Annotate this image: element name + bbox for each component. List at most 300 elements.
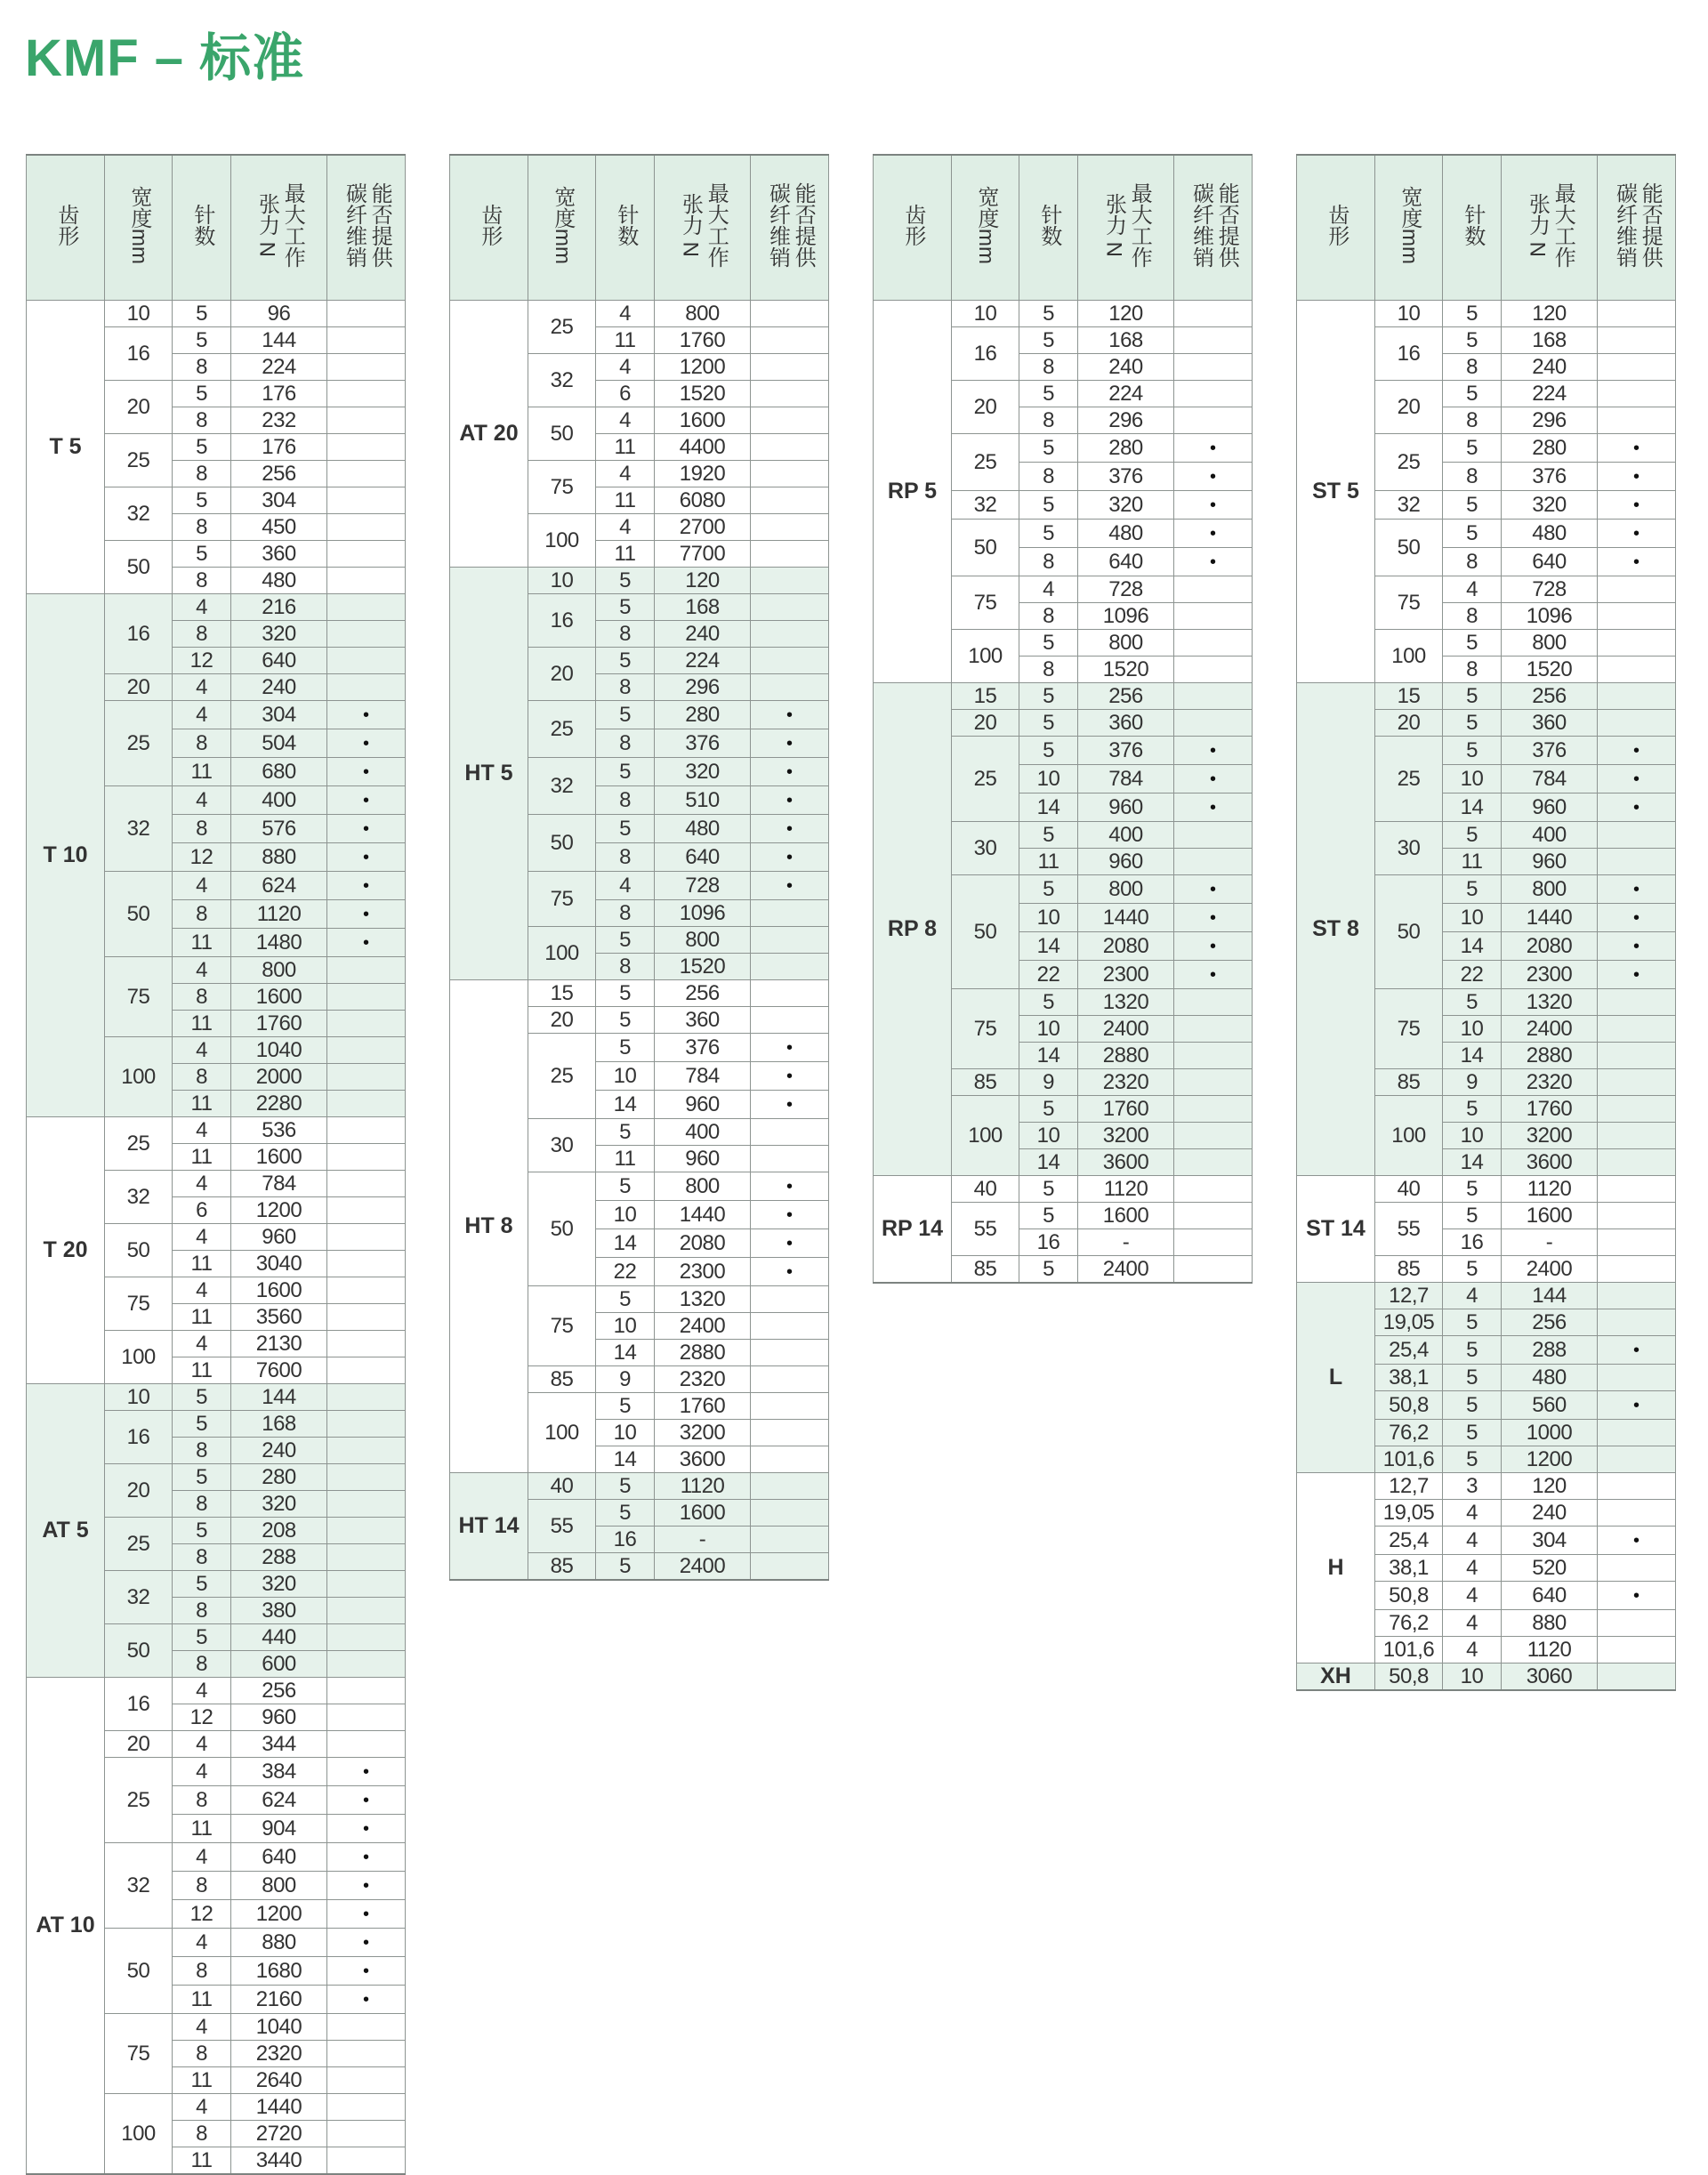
- pins-cell: 5: [1443, 737, 1502, 765]
- tension-cell: 360: [231, 541, 327, 568]
- carbon-pin-cell: [327, 514, 406, 541]
- pins-cell: 5: [1443, 1256, 1502, 1283]
- carbon-pin-cell: [327, 1304, 406, 1331]
- profile-group: [1297, 683, 1676, 1176]
- width-cell: 20: [105, 1464, 173, 1518]
- tension-cell: 376: [1502, 737, 1598, 765]
- carbon-pin-cell: [751, 843, 829, 872]
- carbon-pin-cell: [1598, 961, 1676, 989]
- tension-cell: 1440: [1078, 904, 1174, 932]
- carbon-pin-cell: [1598, 1203, 1676, 1229]
- carbon-pin-cell: [751, 1527, 829, 1553]
- carbon-pin-dot: •: [362, 1933, 369, 1953]
- profile-group: [874, 683, 1253, 1176]
- header-label: 最大工作 张力 N: [254, 181, 305, 268]
- pins-cell: 4: [173, 1277, 231, 1304]
- carbon-pin-dot: •: [362, 1762, 369, 1782]
- pins-cell: 8: [173, 1064, 231, 1091]
- header-pins: [1443, 155, 1502, 301]
- tension-cell: 800: [1078, 875, 1174, 904]
- width-cell: 85: [528, 1553, 596, 1581]
- pins-cell: 10: [596, 1313, 655, 1340]
- carbon-pin-cell: [327, 1091, 406, 1117]
- pins-cell: 5: [1019, 1096, 1078, 1123]
- tension-cell: 120: [655, 568, 751, 594]
- pins-cell: 11: [1019, 849, 1078, 875]
- table-row: [1297, 1176, 1676, 1203]
- tension-cell: 256: [1502, 683, 1598, 710]
- tension-cell: 7700: [655, 541, 751, 568]
- pins-cell: 8: [596, 954, 655, 980]
- carbon-pin-cell: [1598, 491, 1676, 520]
- carbon-pin-cell: [1598, 1610, 1676, 1637]
- pins-cell: 10: [1019, 1123, 1078, 1149]
- tension-cell: 304: [231, 487, 327, 514]
- pins-cell: 10: [596, 1062, 655, 1091]
- carbon-pin-cell: [1598, 989, 1676, 1016]
- carbon-pin-cell: [1174, 1016, 1253, 1043]
- width-cell: 85: [528, 1366, 596, 1393]
- carbon-pin-cell: [327, 1464, 406, 1491]
- carbon-pin-cell: [327, 1815, 406, 1843]
- width-cell: 50: [1375, 520, 1443, 576]
- tension-cell: 960: [655, 1091, 751, 1119]
- pins-cell: 8: [596, 674, 655, 701]
- width-cell: 75: [105, 2014, 173, 2094]
- tension-cell: 296: [1502, 407, 1598, 434]
- width-cell: 15: [528, 980, 596, 1007]
- pins-cell: 22: [1019, 961, 1078, 989]
- tension-cell: 256: [231, 461, 327, 487]
- tension-cell: 6080: [655, 487, 751, 514]
- carbon-pin-cell: [327, 729, 406, 758]
- carbon-pin-cell: [327, 1357, 406, 1384]
- tension-cell: 2280: [231, 1091, 327, 1117]
- carbon-pin-cell: [1598, 1500, 1676, 1527]
- tension-cell: 1320: [655, 1286, 751, 1313]
- carbon-pin-dot: •: [362, 933, 369, 953]
- carbon-pin-cell: [1174, 603, 1253, 630]
- carbon-pin-cell: [1598, 737, 1676, 765]
- width-cell: 16: [952, 327, 1019, 381]
- width-cell: 32: [1375, 491, 1443, 520]
- pins-cell: 11: [596, 434, 655, 461]
- tension-cell: 2400: [1078, 1256, 1174, 1284]
- carbon-pin-cell: [1174, 1256, 1253, 1284]
- header-profile: [450, 155, 528, 301]
- pins-cell: 8: [1019, 657, 1078, 683]
- header-pins: [1019, 155, 1078, 301]
- carbon-pin-dot: •: [362, 1962, 369, 1981]
- carbon-pin-cell: [1174, 1096, 1253, 1123]
- carbon-pin-cell: [327, 843, 406, 872]
- width-cell: 20: [1375, 710, 1443, 737]
- pins-cell: 5: [1019, 301, 1078, 327]
- width-cell: 55: [952, 1203, 1019, 1256]
- tension-cell: 400: [1078, 822, 1174, 849]
- pins-cell: 5: [1443, 1096, 1502, 1123]
- width-cell: 32: [528, 354, 596, 407]
- width-cell: 100: [528, 514, 596, 568]
- pins-cell: 5: [173, 1464, 231, 1491]
- profile-group: [450, 568, 829, 980]
- width-cell: 19,05: [1375, 1500, 1443, 1527]
- carbon-pin-cell: [751, 434, 829, 461]
- tension-cell: 2000: [231, 1064, 327, 1091]
- tension-cell: 224: [655, 648, 751, 674]
- header-max-tension: [231, 155, 327, 301]
- pins-cell: 5: [173, 301, 231, 327]
- carbon-pin-cell: [751, 758, 829, 786]
- width-cell: 75: [1375, 576, 1443, 630]
- width-cell: 50: [952, 520, 1019, 576]
- width-cell: 76,2: [1375, 1420, 1443, 1446]
- width-cell: 16: [1375, 327, 1443, 381]
- carbon-pin-cell: [327, 1171, 406, 1197]
- pins-cell: 8: [596, 621, 655, 648]
- carbon-pin-cell: [751, 1393, 829, 1420]
- carbon-pin-cell: [1598, 407, 1676, 434]
- tension-cell: -: [655, 1527, 751, 1553]
- width-cell: 20: [528, 648, 596, 701]
- tension-cell: 510: [655, 786, 751, 815]
- carbon-pin-dot: •: [362, 1905, 369, 1924]
- width-cell: 32: [105, 786, 173, 872]
- pins-cell: 4: [173, 1731, 231, 1758]
- carbon-pin-cell: [1174, 327, 1253, 354]
- header-label: 宽度mm: [1397, 185, 1422, 264]
- carbon-pin-cell: [1598, 793, 1676, 822]
- tension-cell: 400: [231, 786, 327, 815]
- tension-cell: 904: [231, 1815, 327, 1843]
- tension-cell: 1096: [1502, 603, 1598, 630]
- tension-cell: 2320: [1502, 1069, 1598, 1096]
- carbon-pin-dot: •: [786, 734, 793, 753]
- tension-cell: 3200: [655, 1420, 751, 1446]
- pins-cell: 11: [596, 487, 655, 514]
- tension-cell: 280: [231, 1464, 327, 1491]
- table-row: [1297, 1663, 1676, 1691]
- carbon-pin-cell: [327, 621, 406, 648]
- tension-cell: 280: [655, 701, 751, 729]
- profile-name: AT 10: [27, 1678, 105, 2175]
- carbon-pin-cell: [751, 1340, 829, 1366]
- pins-cell: 8: [173, 407, 231, 434]
- pins-cell: 4: [173, 1678, 231, 1704]
- carbon-pin-cell: [327, 872, 406, 900]
- pins-cell: 8: [596, 786, 655, 815]
- carbon-pin-cell: [1174, 520, 1253, 548]
- pins-cell: 8: [1443, 603, 1502, 630]
- carbon-pin-cell: [751, 1119, 829, 1146]
- pins-cell: 11: [596, 541, 655, 568]
- width-cell: 10: [105, 301, 173, 327]
- carbon-pin-cell: [1598, 1229, 1676, 1256]
- tension-cell: 2080: [1502, 932, 1598, 961]
- tension-cell: 1520: [1078, 657, 1174, 683]
- header-row: [450, 155, 829, 301]
- tension-cell: 168: [231, 1411, 327, 1438]
- carbon-pin-cell: [1598, 1043, 1676, 1069]
- pins-cell: 4: [173, 1117, 231, 1144]
- width-cell: 50: [1375, 875, 1443, 989]
- carbon-pin-cell: [1598, 1283, 1676, 1309]
- carbon-pin-dot: •: [362, 1848, 369, 1867]
- tension-cell: 800: [655, 927, 751, 954]
- tension-cell: 376: [1502, 463, 1598, 491]
- pins-cell: 14: [596, 1229, 655, 1258]
- carbon-pin-cell: [327, 815, 406, 843]
- carbon-pin-dot: •: [786, 1177, 793, 1196]
- tension-cell: 624: [231, 872, 327, 900]
- tension-cell: 784: [655, 1062, 751, 1091]
- pins-cell: 5: [1443, 520, 1502, 548]
- carbon-pin-dot: •: [362, 1819, 369, 1839]
- tension-cell: 640: [231, 1843, 327, 1872]
- pins-cell: 11: [1443, 849, 1502, 875]
- width-cell: 50,8: [1375, 1663, 1443, 1691]
- tension-cell: 640: [1502, 1582, 1598, 1610]
- carbon-pin-cell: [1174, 407, 1253, 434]
- tension-cell: 304: [231, 701, 327, 729]
- header-label: 针数: [189, 203, 214, 246]
- tension-cell: 176: [231, 434, 327, 461]
- pins-cell: 5: [596, 701, 655, 729]
- carbon-pin-cell: [327, 1571, 406, 1598]
- tension-cell: 144: [1502, 1283, 1598, 1309]
- pins-cell: 10: [1019, 904, 1078, 932]
- profile-group: [874, 301, 1253, 683]
- tension-cell: 480: [1502, 520, 1598, 548]
- tension-cell: 800: [1502, 630, 1598, 657]
- carbon-pin-cell: [751, 461, 829, 487]
- pins-cell: 5: [596, 568, 655, 594]
- pins-cell: 4: [173, 1171, 231, 1197]
- width-cell: 30: [1375, 822, 1443, 875]
- pins-cell: 11: [173, 2067, 231, 2094]
- tension-cell: 1760: [1502, 1096, 1598, 1123]
- carbon-pin-cell: [1598, 354, 1676, 381]
- carbon-pin-cell: [751, 594, 829, 621]
- carbon-pin-dot: •: [1209, 524, 1216, 544]
- carbon-pin-cell: [1598, 1069, 1676, 1096]
- pins-cell: 5: [173, 1571, 231, 1598]
- pins-cell: 4: [1443, 1555, 1502, 1582]
- carbon-pin-cell: [1598, 1446, 1676, 1473]
- width-cell: 50: [952, 875, 1019, 989]
- carbon-pin-dot: •: [1632, 880, 1640, 899]
- header-pins: [596, 155, 655, 301]
- profile-group: [1297, 1176, 1676, 1283]
- pins-cell: 8: [173, 621, 231, 648]
- carbon-pin-dot: •: [1632, 1586, 1640, 1606]
- carbon-pin-dot: •: [362, 762, 369, 782]
- tension-cell: 1520: [1502, 657, 1598, 683]
- carbon-pin-dot: •: [1209, 937, 1216, 956]
- pins-cell: 5: [596, 1119, 655, 1146]
- tension-cell: 3600: [1078, 1149, 1174, 1176]
- pins-cell: 14: [1019, 932, 1078, 961]
- table-row: [27, 1678, 406, 1704]
- pins-cell: 16: [1443, 1229, 1502, 1256]
- profile-name: HT 14: [450, 1473, 528, 1581]
- carbon-pin-cell: [1598, 1582, 1676, 1610]
- pins-cell: 5: [1019, 875, 1078, 904]
- tension-cell: 640: [1502, 548, 1598, 576]
- tension-cell: 1760: [231, 1011, 327, 1037]
- tension-cell: 800: [1502, 875, 1598, 904]
- carbon-pin-cell: [1598, 1123, 1676, 1149]
- table-row: [874, 1176, 1253, 1203]
- pins-cell: 4: [596, 354, 655, 381]
- pins-cell: 5: [596, 815, 655, 843]
- tension-cell: 1600: [231, 984, 327, 1011]
- width-cell: 10: [952, 301, 1019, 327]
- tension-cell: 3600: [655, 1446, 751, 1473]
- table-row: [27, 1117, 406, 1144]
- tension-cell: 376: [655, 729, 751, 758]
- width-cell: 20: [105, 674, 173, 701]
- width-cell: 100: [1375, 630, 1443, 683]
- width-cell: 55: [528, 1500, 596, 1553]
- carbon-pin-cell: [327, 1037, 406, 1064]
- tension-cell: 3040: [231, 1251, 327, 1277]
- carbon-pin-cell: [1598, 548, 1676, 576]
- pins-cell: 4: [1443, 576, 1502, 603]
- carbon-pin-dot: •: [1632, 908, 1640, 928]
- header-max-tension: [1502, 155, 1598, 301]
- pins-cell: 5: [173, 434, 231, 461]
- header-label: 针数: [1460, 203, 1485, 246]
- pins-cell: 14: [1019, 1149, 1078, 1176]
- carbon-pin-cell: [327, 1144, 406, 1171]
- width-cell: 38,1: [1375, 1555, 1443, 1582]
- tension-cell: 960: [1502, 793, 1598, 822]
- header-label: 齿形: [53, 203, 78, 246]
- carbon-pin-dot: •: [786, 1038, 793, 1058]
- carbon-pin-cell: [1174, 932, 1253, 961]
- pins-cell: 14: [1443, 793, 1502, 822]
- header-width: [1375, 155, 1443, 301]
- width-cell: 20: [1375, 381, 1443, 434]
- tension-cell: 2880: [1502, 1043, 1598, 1069]
- profile-group: [1297, 301, 1676, 683]
- pins-cell: 4: [173, 594, 231, 621]
- tension-cell: 168: [1078, 327, 1174, 354]
- pins-cell: 8: [1443, 407, 1502, 434]
- carbon-pin-cell: [1598, 710, 1676, 737]
- width-cell: 40: [1375, 1176, 1443, 1203]
- profile-name: H: [1297, 1473, 1375, 1663]
- carbon-pin-cell: [751, 729, 829, 758]
- pins-cell: 8: [173, 2121, 231, 2147]
- pins-cell: 10: [1443, 904, 1502, 932]
- tension-cell: 256: [231, 1678, 327, 1704]
- carbon-pin-cell: [1598, 463, 1676, 491]
- tension-cell: 640: [655, 843, 751, 872]
- carbon-pin-cell: [751, 815, 829, 843]
- carbon-pin-cell: [1174, 301, 1253, 327]
- carbon-pin-dot: •: [362, 1791, 369, 1810]
- carbon-pin-cell: [327, 1786, 406, 1815]
- carbon-pin-dot: •: [1632, 965, 1640, 985]
- pins-cell: 4: [173, 1929, 231, 1957]
- pins-cell: 14: [1019, 1043, 1078, 1069]
- pins-cell: 5: [1019, 491, 1078, 520]
- carbon-pin-cell: [1598, 849, 1676, 875]
- tension-cell: 176: [231, 381, 327, 407]
- pins-cell: 14: [1019, 793, 1078, 822]
- pins-cell: 8: [1019, 603, 1078, 630]
- tension-cell: 96: [231, 301, 327, 327]
- tension-cell: 320: [1078, 491, 1174, 520]
- carbon-pin-cell: [751, 1172, 829, 1201]
- pins-cell: 9: [596, 1366, 655, 1393]
- carbon-pin-cell: [751, 541, 829, 568]
- pins-cell: 4: [1443, 1527, 1502, 1555]
- width-cell: 20: [528, 1007, 596, 1034]
- carbon-pin-cell: [327, 461, 406, 487]
- carbon-pin-cell: [327, 900, 406, 929]
- pins-cell: 4: [596, 301, 655, 327]
- tension-cell: 728: [1502, 576, 1598, 603]
- carbon-pin-cell: [327, 1491, 406, 1518]
- tension-cell: 288: [231, 1544, 327, 1571]
- pins-cell: 5: [1443, 491, 1502, 520]
- carbon-pin-cell: [1598, 1336, 1676, 1365]
- pins-cell: 11: [173, 1011, 231, 1037]
- tension-cell: 800: [231, 957, 327, 984]
- carbon-pin-cell: [1598, 932, 1676, 961]
- carbon-pin-cell: [1174, 904, 1253, 932]
- tension-cell: 280: [1078, 434, 1174, 463]
- profile-name: AT 20: [450, 301, 528, 568]
- tension-cell: 1320: [1078, 989, 1174, 1016]
- pins-cell: 5: [173, 487, 231, 514]
- pins-cell: 5: [596, 648, 655, 674]
- table-row: [874, 301, 1253, 327]
- pins-cell: 4: [173, 1331, 231, 1357]
- tension-cell: 1120: [1078, 1176, 1174, 1203]
- tension-cell: 168: [655, 594, 751, 621]
- pins-cell: 5: [1443, 1203, 1502, 1229]
- pins-cell: 5: [1443, 1176, 1502, 1203]
- width-cell: 25: [105, 1758, 173, 1843]
- pins-cell: 16: [1019, 1229, 1078, 1256]
- pins-cell: 4: [596, 461, 655, 487]
- profile-group: [27, 301, 406, 594]
- tension-cell: 1600: [231, 1277, 327, 1304]
- carbon-pin-cell: [327, 1384, 406, 1411]
- pins-cell: 5: [1019, 822, 1078, 849]
- carbon-pin-dot: •: [786, 819, 793, 839]
- carbon-pin-dot: •: [362, 876, 369, 896]
- tension-cell: 480: [1502, 1365, 1598, 1391]
- carbon-pin-cell: [751, 487, 829, 514]
- tension-cell: 232: [231, 407, 327, 434]
- carbon-pin-cell: [751, 674, 829, 701]
- width-cell: 32: [528, 758, 596, 815]
- pins-cell: 5: [1019, 381, 1078, 407]
- header-label: 最大工作 张力 N: [678, 181, 729, 268]
- carbon-pin-cell: [751, 954, 829, 980]
- spec-table: [26, 154, 406, 2175]
- pins-cell: 10: [1443, 765, 1502, 793]
- tension-cell: 960: [1502, 849, 1598, 875]
- pins-cell: 4: [173, 2014, 231, 2041]
- tension-cell: 3440: [231, 2147, 327, 2175]
- carbon-pin-cell: [327, 2147, 406, 2175]
